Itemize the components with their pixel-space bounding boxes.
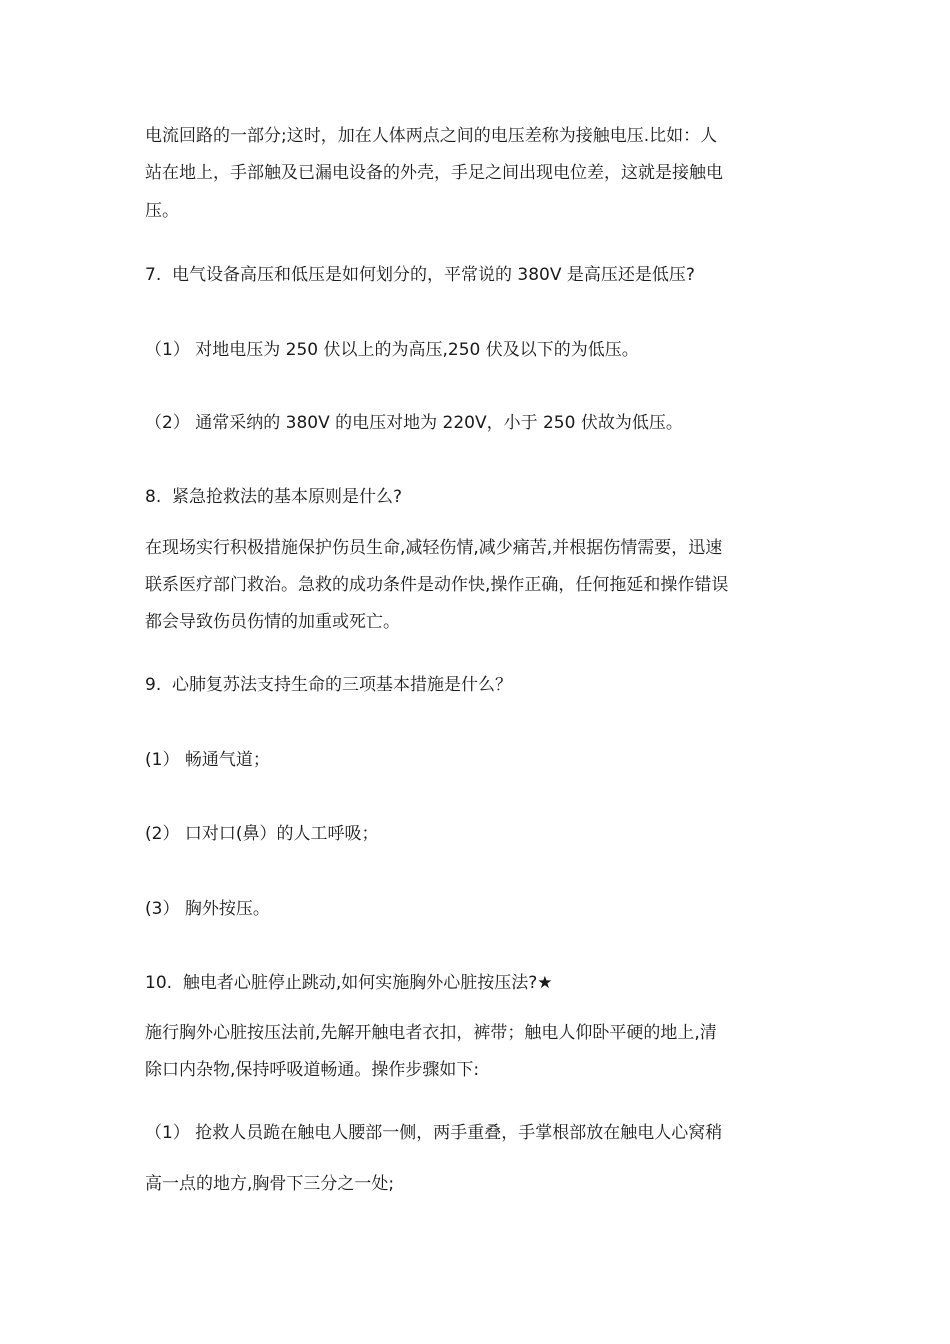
question-heading-10: 10. 触电者心脏停止跳动,如何实施胸外心脏按压法?★ xyxy=(145,973,553,993)
paragraph-line: 施行胸外心脏按压法前,先解开触电者衣扣，裤带；触电人仰卧平硬的地上,清 xyxy=(145,1023,717,1043)
paragraph-line: 在现场实行积极措施保护伤员生命,减轻伤情,减少痛苦,并根据伤情需要，迅速 xyxy=(145,538,723,558)
paragraph-line: 电流回路的一部分;这时，加在人体两点之间的电压差称为接触电压.比如：人 xyxy=(145,126,718,146)
paragraph-line: 除口内杂物,保持呼吸道畅通。操作步骤如下: xyxy=(145,1060,480,1080)
question-heading-8: 8. 紧急抢救法的基本原则是什么? xyxy=(145,487,403,507)
answer-item-7-1: （1） 对地电压为 250 伏以上的为高压,250 伏及以下的为低压。 xyxy=(145,340,639,360)
answer-item-9-2: (2） 口对口(鼻）的人工呼吸； xyxy=(145,824,379,844)
answer-item-7-2: （2） 通常采纳的 380V 的电压对地为 220V，小于 250 伏故为低压。 xyxy=(145,413,683,433)
answer-item-9-1: (1） 畅通气道； xyxy=(145,750,270,770)
paragraph-line: 站在地上，手部触及已漏电设备的外壳，手足之间出现电位差，这就是接触电 xyxy=(145,163,723,183)
question-heading-9: 9. 心肺复苏法支持生命的三项基本措施是什么？ xyxy=(145,675,513,695)
answer-item-9-3: (3） 胸外按压。 xyxy=(145,899,270,919)
paragraph-line: 都会导致伤员伤情的加重或死亡。 xyxy=(145,612,400,632)
paragraph-line: 联系医疗部门救治。急救的成功条件是动作快,操作正确，任何拖延和操作错误 xyxy=(145,575,729,595)
answer-item-10-1: （1） 抢救人员跪在触电人腰部一侧，两手重叠，手掌根部放在触电人心窝稍 xyxy=(145,1123,723,1143)
question-heading-7: 7. 电气设备高压和低压是如何划分的，平常说的 380V 是高压还是低压? xyxy=(145,265,695,285)
paragraph-line: 压。 xyxy=(145,201,179,221)
paragraph-line: 高一点的地方,胸骨下三分之一处; xyxy=(145,1174,395,1194)
